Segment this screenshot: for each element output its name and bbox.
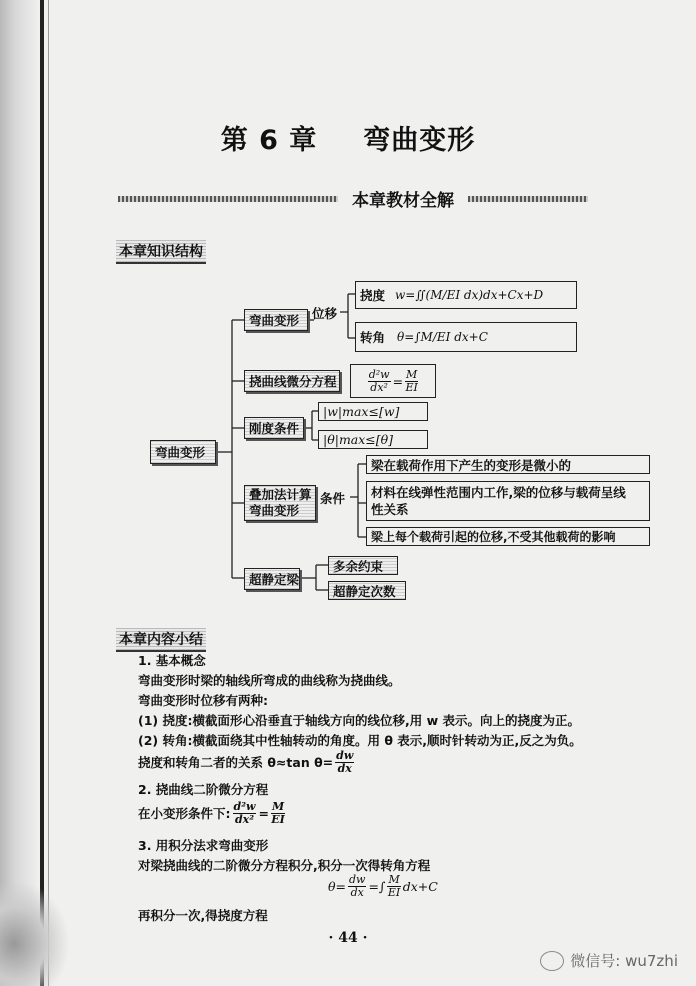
p6-rhs-den: EI [271,812,285,826]
summary-p4: (2) 转角:横截面绕其中性轴转动的角度。用 θ 表示,顺时针转动为正,反之为负。 [138,733,582,748]
p6-rhs-fraction [271,801,285,825]
degree-of-indeterminacy: 超静定次数 [328,581,406,600]
eq-rhs-den: EI [405,380,418,394]
superposition-line2: 弯曲变形 [249,503,300,518]
theta-eq-ei: EI [387,885,401,899]
equals-sign: = [392,373,404,389]
summary-p1: 弯曲变形时梁的轴线所弯成的曲线称为挠曲线。 [138,673,401,688]
p6-lhs-den: dx² [234,812,255,826]
tree-node-deflection-equation: 挠曲线微分方程 [244,370,340,392]
summary-basic-concepts-title: 1. 基本概念 [138,653,206,668]
tree-root-bending: 弯曲变形 [150,440,216,464]
p6-rhs-num: M [271,800,285,813]
condition-linear-elastic-line2: 性关系 [371,502,409,517]
stiffness-condition-w-text: |w|max≤[w] [323,404,400,419]
deflection-formula: w=∬(M/EI dx)dx+Cx+D [395,288,544,302]
theta-eq-m: M [388,873,400,886]
deflection-box [355,281,577,309]
p6-lhs-num: d²w [233,800,256,813]
tree-node-bending-deformation: 弯曲变形 [244,309,308,331]
summary-p5 [138,750,356,774]
deflection-equation-box [350,364,436,398]
summary-integration-title: 3. 用积分法求弯曲变形 [138,838,269,853]
p5-den: dx [337,761,352,775]
superposition-line1: 叠加法计算 [249,486,312,502]
stiffness-condition-w [318,402,428,421]
stiffness-condition-theta-text: |θ|max≤[θ] [323,432,394,447]
p5-num: dw [336,749,354,762]
watermark-text: 微信号: wu7zhi [570,952,678,970]
theta-integral-equation [328,874,438,898]
wechat-icon [540,951,564,971]
summary-p5-text: 挠度和转角二者的关系 θ≈tan θ= [138,755,334,771]
summary-p2: 弯曲变形时位移有两种: [138,693,268,708]
summary-second-order-title: 2. 挠曲线二阶微分方程 [138,782,269,797]
eq-rhs-num: M [406,367,418,381]
chapter-number: 第 6 章 [220,125,318,156]
summary-p6 [138,801,287,825]
wechat-watermark [540,950,678,971]
summary-p3: (1) 挠度:横截面形心沿垂直于轴线方向的线位移,用 w 表示。向上的挠度为正。 [138,713,580,728]
theta-eq-integral: =∫ [368,878,386,894]
summary-p6-text: 在小变形条件下: [138,806,231,822]
condition-independent-loads: 梁上每个载荷引起的位移,不受其他载荷的影响 [366,527,650,546]
eq-lhs-den: dx² [370,380,388,394]
redundant-constraints: 多余约束 [328,556,398,575]
theta-eq-lhs: θ= [328,878,346,894]
knowledge-structure-heading: 本章知识结构 [116,240,206,264]
condition-linear-elastic [366,481,650,521]
summary-p7: 对梁挠曲线的二阶微分方程积分,积分一次得转角方程 [138,858,431,873]
eq-lhs-fraction [368,369,391,393]
chapter-name: 弯曲变形 [363,125,476,156]
page-number: · 44 · [328,930,368,946]
theta-eq-dwdx [348,874,366,898]
rotation-box [355,322,577,352]
theta-eq-num: dw [349,873,366,886]
tree-node-superposition [244,485,316,521]
rotation-formula: θ=∫M/EI dx+C [397,330,488,344]
stiffness-condition-theta [318,430,428,449]
tree-node-indeterminate: 超静定梁 [244,568,300,590]
summary-heading: 本章内容小结 [116,628,206,652]
section-banner-label: 本章教材全解 [346,186,460,211]
tree-label-conditions: 条件 [320,491,346,506]
tree-label-displacement: 位移 [312,306,338,321]
condition-small-deformation: 梁在载荷作用下产生的变形是微小的 [366,455,650,474]
condition-linear-elastic-line1: 材料在线弹性范围内工作,梁的位移与载荷呈线 [371,484,626,500]
p6-lhs-fraction [233,801,257,825]
deflection-label: 挠度 [360,288,386,303]
eq-rhs-fraction [405,369,418,393]
rotation-label: 转角 [360,330,386,345]
summary-p5-fraction [335,750,354,774]
p6-equals: = [258,805,269,821]
summary-p8: 再积分一次,得挠度方程 [138,908,268,923]
theta-eq-den: dx [350,885,364,899]
eq-lhs-num: d²w [368,367,390,381]
theta-eq-tail: dx+C [402,878,438,894]
theta-eq-m-ei [387,874,400,898]
tree-node-stiffness: 刚度条件 [244,417,304,439]
